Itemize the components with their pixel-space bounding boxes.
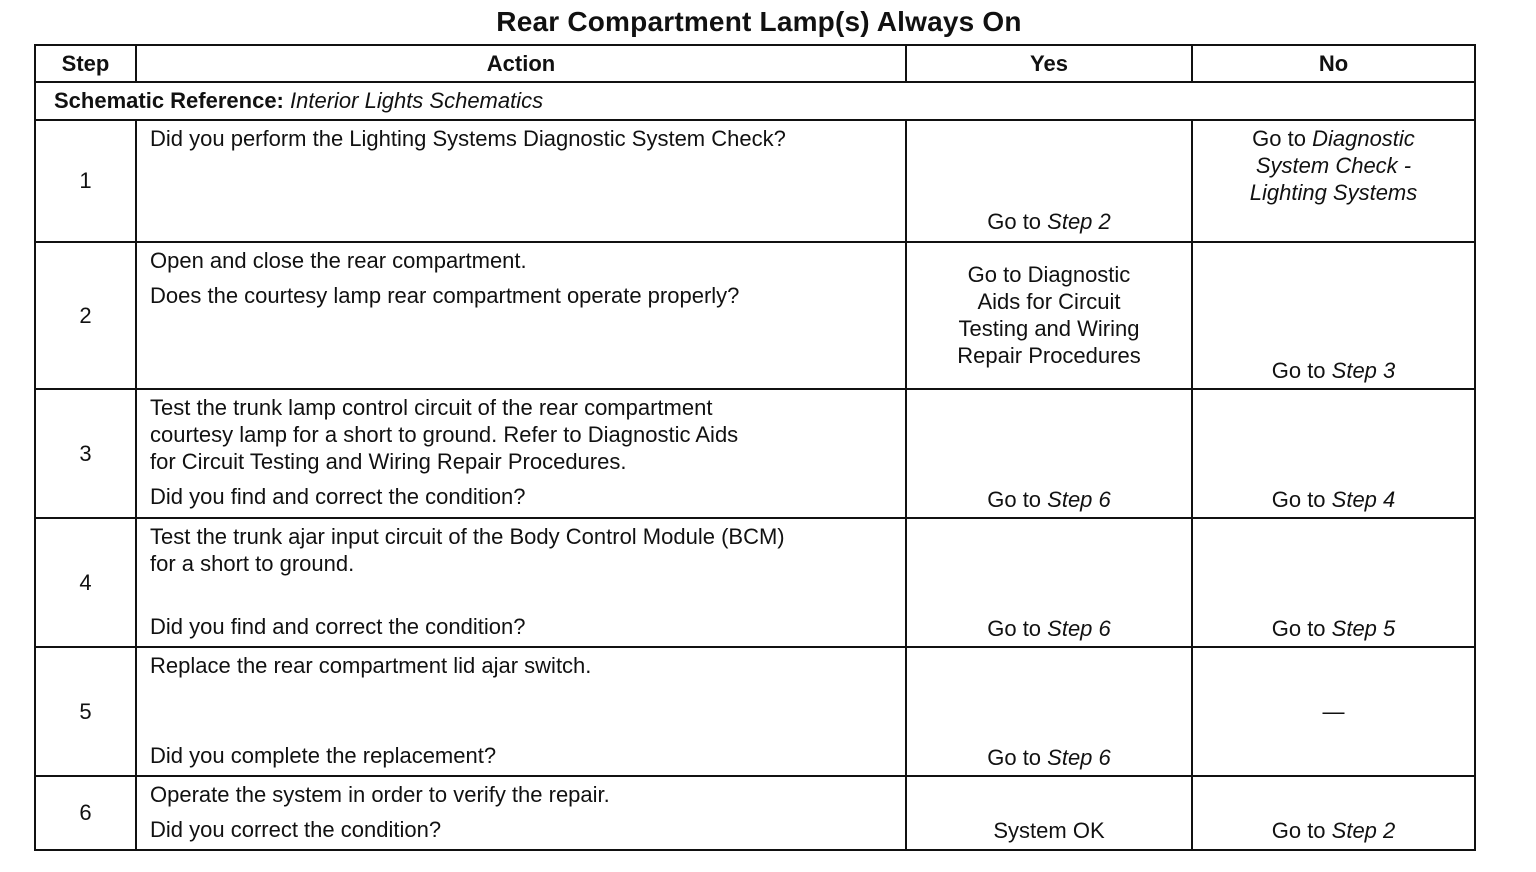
no-cell <box>1192 120 1475 242</box>
yes-result-line1[interactable]: Go to Diagnostic <box>967 262 1131 287</box>
step-link[interactable]: Step 6 <box>1047 745 1111 770</box>
action-cell <box>136 242 906 389</box>
yes-cell <box>906 647 1192 776</box>
action-text: Open and close the rear compartment. <box>150 248 527 273</box>
yes-cell <box>906 242 1192 389</box>
yes-cell <box>906 120 1192 242</box>
no-result-dash: — <box>1322 699 1345 724</box>
action-cell <box>136 518 906 647</box>
page-title: Rear Compartment Lamp(s) Always On <box>496 6 1022 37</box>
step-link[interactable]: Step 6 <box>1047 487 1111 512</box>
action-cell <box>136 776 906 850</box>
no-result[interactable]: Go to Step 2 <box>1271 818 1396 843</box>
action-text: Did you perform the Lighting Systems Diagnostic System Check? <box>150 126 786 151</box>
no-cell <box>1192 389 1475 518</box>
diagnostic-table <box>34 44 1476 851</box>
yes-result[interactable]: Go to Step 2 <box>987 209 1111 234</box>
action-text-line3: for Circuit Testing and Wiring Repair Procedures. <box>150 449 627 474</box>
yes-cell <box>906 518 1192 647</box>
action-question: Did you find and correct the condition? <box>150 484 526 509</box>
yes-result: System OK <box>993 818 1105 843</box>
procedure-link-line3[interactable]: Lighting Systems <box>1249 180 1418 205</box>
header-row <box>35 45 1475 82</box>
schematic-link[interactable]: Interior Lights Schematics <box>290 88 544 113</box>
yes-result[interactable]: Go to Step 6 <box>987 745 1111 770</box>
yes-result-line3[interactable]: Testing and Wiring <box>958 316 1140 341</box>
yes-cell <box>906 389 1192 518</box>
table-row <box>35 518 1475 647</box>
no-cell <box>1192 518 1475 647</box>
step-link[interactable]: Step 3 <box>1331 358 1396 383</box>
action-question: Did you find and correct the condition? <box>150 614 526 639</box>
schematic-label: Schematic Reference: <box>54 88 284 113</box>
action-text: Operate the system in order to verify the repair. <box>150 782 610 807</box>
action-question: Did you correct the condition? <box>150 817 442 842</box>
action-text-line1: Test the trunk ajar input circuit of the Body Control Module (BCM) <box>150 524 785 549</box>
yes-result[interactable]: Go to Step 6 <box>987 487 1111 512</box>
step-link[interactable]: Step 2 <box>1331 818 1396 843</box>
action-question: Did you complete the replacement? <box>150 743 497 768</box>
action-cell <box>136 647 906 776</box>
step-number: 1 <box>35 120 136 242</box>
no-result[interactable]: Go to Diagnostic <box>1252 126 1415 151</box>
no-result[interactable]: Go to Step 5 <box>1271 616 1396 641</box>
schematic-row <box>35 82 1475 120</box>
action-text-line1: Test the trunk lamp control circuit of the rear compartment <box>150 395 713 420</box>
step-link[interactable]: Step 6 <box>1047 616 1111 641</box>
step-link[interactable]: Step 2 <box>1047 209 1111 234</box>
step-number: 6 <box>35 776 136 850</box>
step-link[interactable]: Step 4 <box>1331 487 1396 512</box>
no-result[interactable]: Go to Step 4 <box>1271 487 1396 512</box>
yes-cell <box>906 776 1192 850</box>
procedure-link-line2[interactable]: System Check - <box>1255 153 1412 178</box>
step-link[interactable]: Step 5 <box>1331 616 1396 641</box>
yes-result[interactable]: Go to Step 6 <box>987 616 1111 641</box>
schematic-reference <box>35 82 1475 120</box>
header-action: Action <box>136 45 906 82</box>
action-text-line2: for a short to ground. <box>150 551 355 576</box>
step-number: 4 <box>35 518 136 647</box>
yes-result-line2[interactable]: Aids for Circuit <box>977 289 1121 314</box>
header-yes: Yes <box>906 45 1192 82</box>
no-cell <box>1192 242 1475 389</box>
table-row <box>35 120 1475 242</box>
action-question: Does the courtesy lamp rear compartment operate properly? <box>150 283 740 308</box>
header-step: Step <box>35 45 136 82</box>
table-row <box>35 647 1475 776</box>
table-row <box>35 242 1475 389</box>
no-cell <box>1192 776 1475 850</box>
action-cell <box>136 389 906 518</box>
header-no: No <box>1192 45 1475 82</box>
yes-result-line4[interactable]: Repair Procedures <box>957 343 1141 368</box>
action-cell <box>136 120 906 242</box>
step-number: 2 <box>35 242 136 389</box>
no-cell <box>1192 647 1475 776</box>
no-result[interactable]: Go to Step 3 <box>1271 358 1396 383</box>
table-row <box>35 389 1475 518</box>
procedure-link[interactable]: Diagnostic <box>1312 126 1415 151</box>
step-number: 3 <box>35 389 136 518</box>
action-text-line2: courtesy lamp for a short to ground. Refer to Diagnostic Aids <box>150 422 739 447</box>
step-number: 5 <box>35 647 136 776</box>
action-text: Replace the rear compartment lid ajar switch. <box>150 653 592 678</box>
table-row <box>35 776 1475 850</box>
